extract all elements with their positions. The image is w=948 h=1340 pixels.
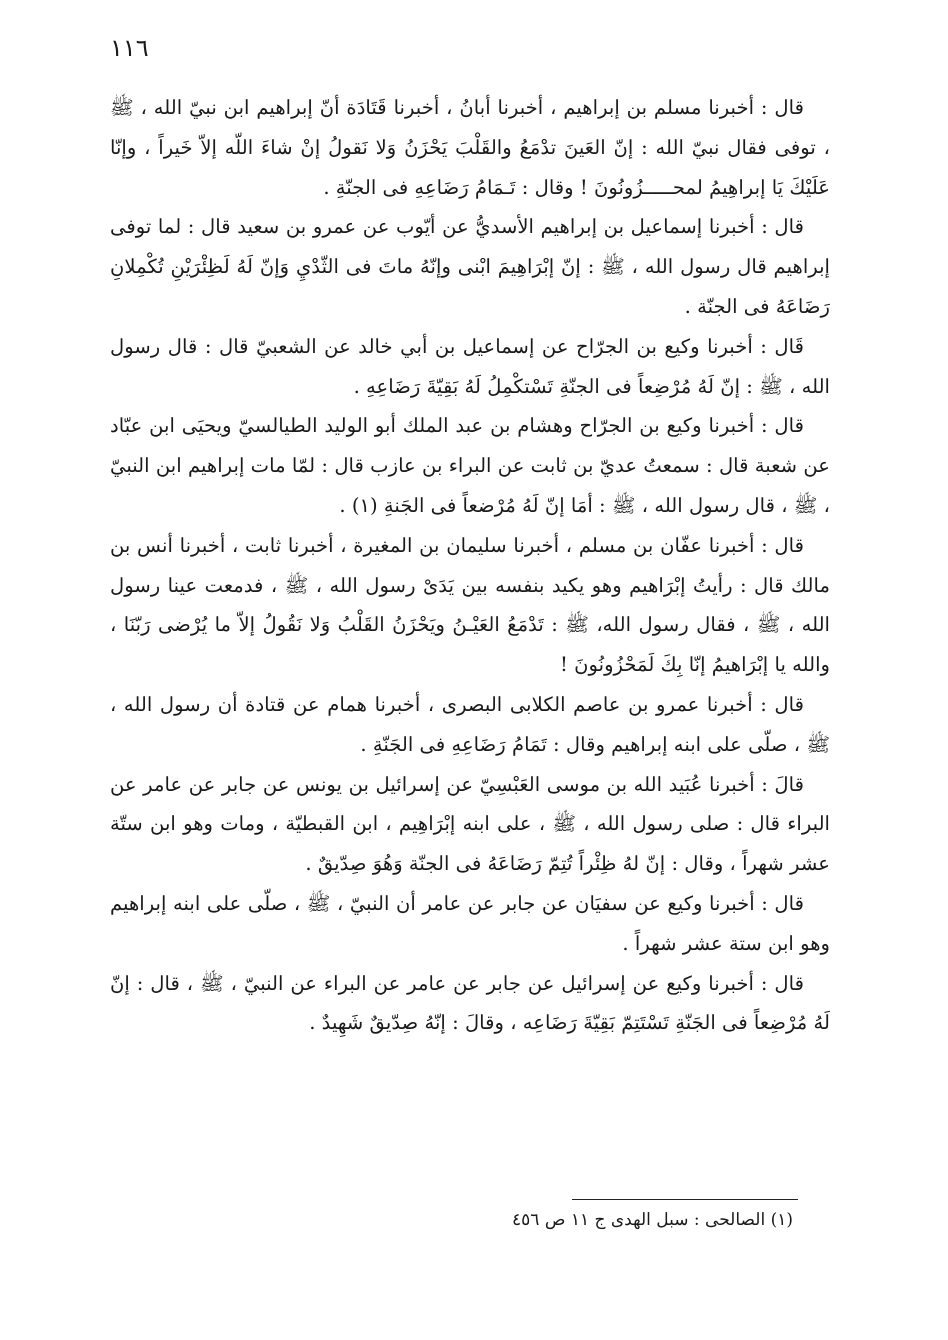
paragraph: قال : أخبرنا وكيع عن إسرائيل عن جابر عن عامر عن البراء عن النبيّ ، ﷺ ، قال : إنّ لَهُ مُرْضِعاً فى الجَنّةِ تَسْتَتِمّ بَقِيّةَ رَضَاعِه ، وقالَ : إنّهُ صِدّيقٌ شَهِيدٌ .	[110, 971, 830, 1035]
paragraph: قال : أخبرنا مسلم بن إبراهيم ، أخبرنا أبانُ ، أخبرنا قَتَادَة أنّ إبراهيم ابن نبيّ الله ، ﷺ ، توفى فقال نبيّ الله : إنّ العَينَ تدْمَعُ والقَلْبَ يَحْزَنُ وَلا نَقولُ إنْ شاءَ اللّه إلاّ خَيراً ، وإنّا عَلَيْكَ يَا إبراهِيمُ لمحـــــزُونُونَ ! وقال : تَـمَامُ رَضَاعِهِ فى الجنّةِ .	[110, 96, 830, 199]
paragraph: قَال : أخبرنا وكيع بن الجرّاح عن إسماعيل بن أبي خالد عن الشعبيّ قال : قال رسول الله ، ﷺ : إنّ لَهُ مُرْضِعاً فى الجنّةِ تَسْتكْمِلُ لَهُ بَقِيّةَ رَضَاعِهِ .	[110, 334, 830, 398]
paragraph: قال : أخبرنا وكيع بن الجرّاح وهشام بن عبد الملك أبو الوليد الطيالسيّ ويحيَى ابن عبّاد عن شعبة قال : سمعتُ عديّ بن ثابت عن البراء بن عازب قال : لمّا مات إبراهيم ابن النبيّ ، ﷺ ، قال رسول الله ، ﷺ : أمَا إنّ لَهُ مُرْضعاً فى الجَنةِ (١) .	[110, 414, 830, 517]
body-text	[110, 88, 830, 1043]
paragraph: قال : أخبرنا عفّان بن مسلم ، أخبرنا سليمان بن المغيرة ، أخبرنا ثابت ، أخبرنا أنس بن مالك قال : رأيتُ إبْرَاهيم وهو يكيد بنفسه بين يَدَىْ رسول الله ، ﷺ ، فدمعت عينا رسول الله ، ﷺ ، فقال رسول الله، ﷺ : تَدْمَعُ العَيْـنُ ويَحْزَنُ القَلْبُ وَلا نَقُولُ إلاّ ما يُرْضى رَبّنَا ، والله يا إبْرَاهيمُ إنّا بِكَ لَمَحْزُونُونَ !	[110, 533, 830, 677]
page-number: ١١٦	[110, 34, 149, 62]
paragraph: قال : أخبرنا وكيع عن سفيَان عن جابر عن عامر أن النبيّ ، ﷺ ، صلّى على ابنه إبراهيم وهو ابن ستة عشر شهراً .	[110, 891, 830, 955]
footnote: (١) الصالحى : سبل الهدى ج ١١ ص ٤٥٦	[512, 1210, 793, 1230]
paragraph: قال : أخبرنا إسماعيل بن إبراهيم الأسديُّ عن أيّوب عن عمرو بن سعيد قال : لما توفى إبراهيم قال رسول الله ، ﷺ : إنّ إبْرَاهِيمَ ابْنى وإنّهُ ماتَ فى الثّدْيِ وَإنّ لَهُ لَظِئْرَيْنِ تُكْمِلانِ رَضَاعَهُ فى الجنّة .	[110, 215, 830, 318]
paragraph: قال : أخبرنا عمرو بن عاصم الكلابى البصرى ، أخبرنا همام عن قتادة أن رسول الله ، ﷺ ، صلّى على ابنه إبراهيم وقال : تَمَامُ رَضَاعِهِ فى الجَنّةِ .	[110, 692, 830, 756]
footnote-divider	[572, 1199, 798, 1200]
paragraph: قالَ : أخبرنا عُبَيد الله بن موسى العَبْسِيّ عن إسرائيل بن يونس عن جابر عن عامر عن البراء قال : صلى رسول الله ، ﷺ ، على ابنه إبْرَاهِيم ، ابن القبطيّة ، ومات وهو ابن ستّة عشر شهراً ، وقال : إنّ لهُ ظِئْراً تُتِمّ رَضَاعَهُ فى الجنّة وَهُوَ صِدّيقٌ .	[110, 772, 830, 876]
